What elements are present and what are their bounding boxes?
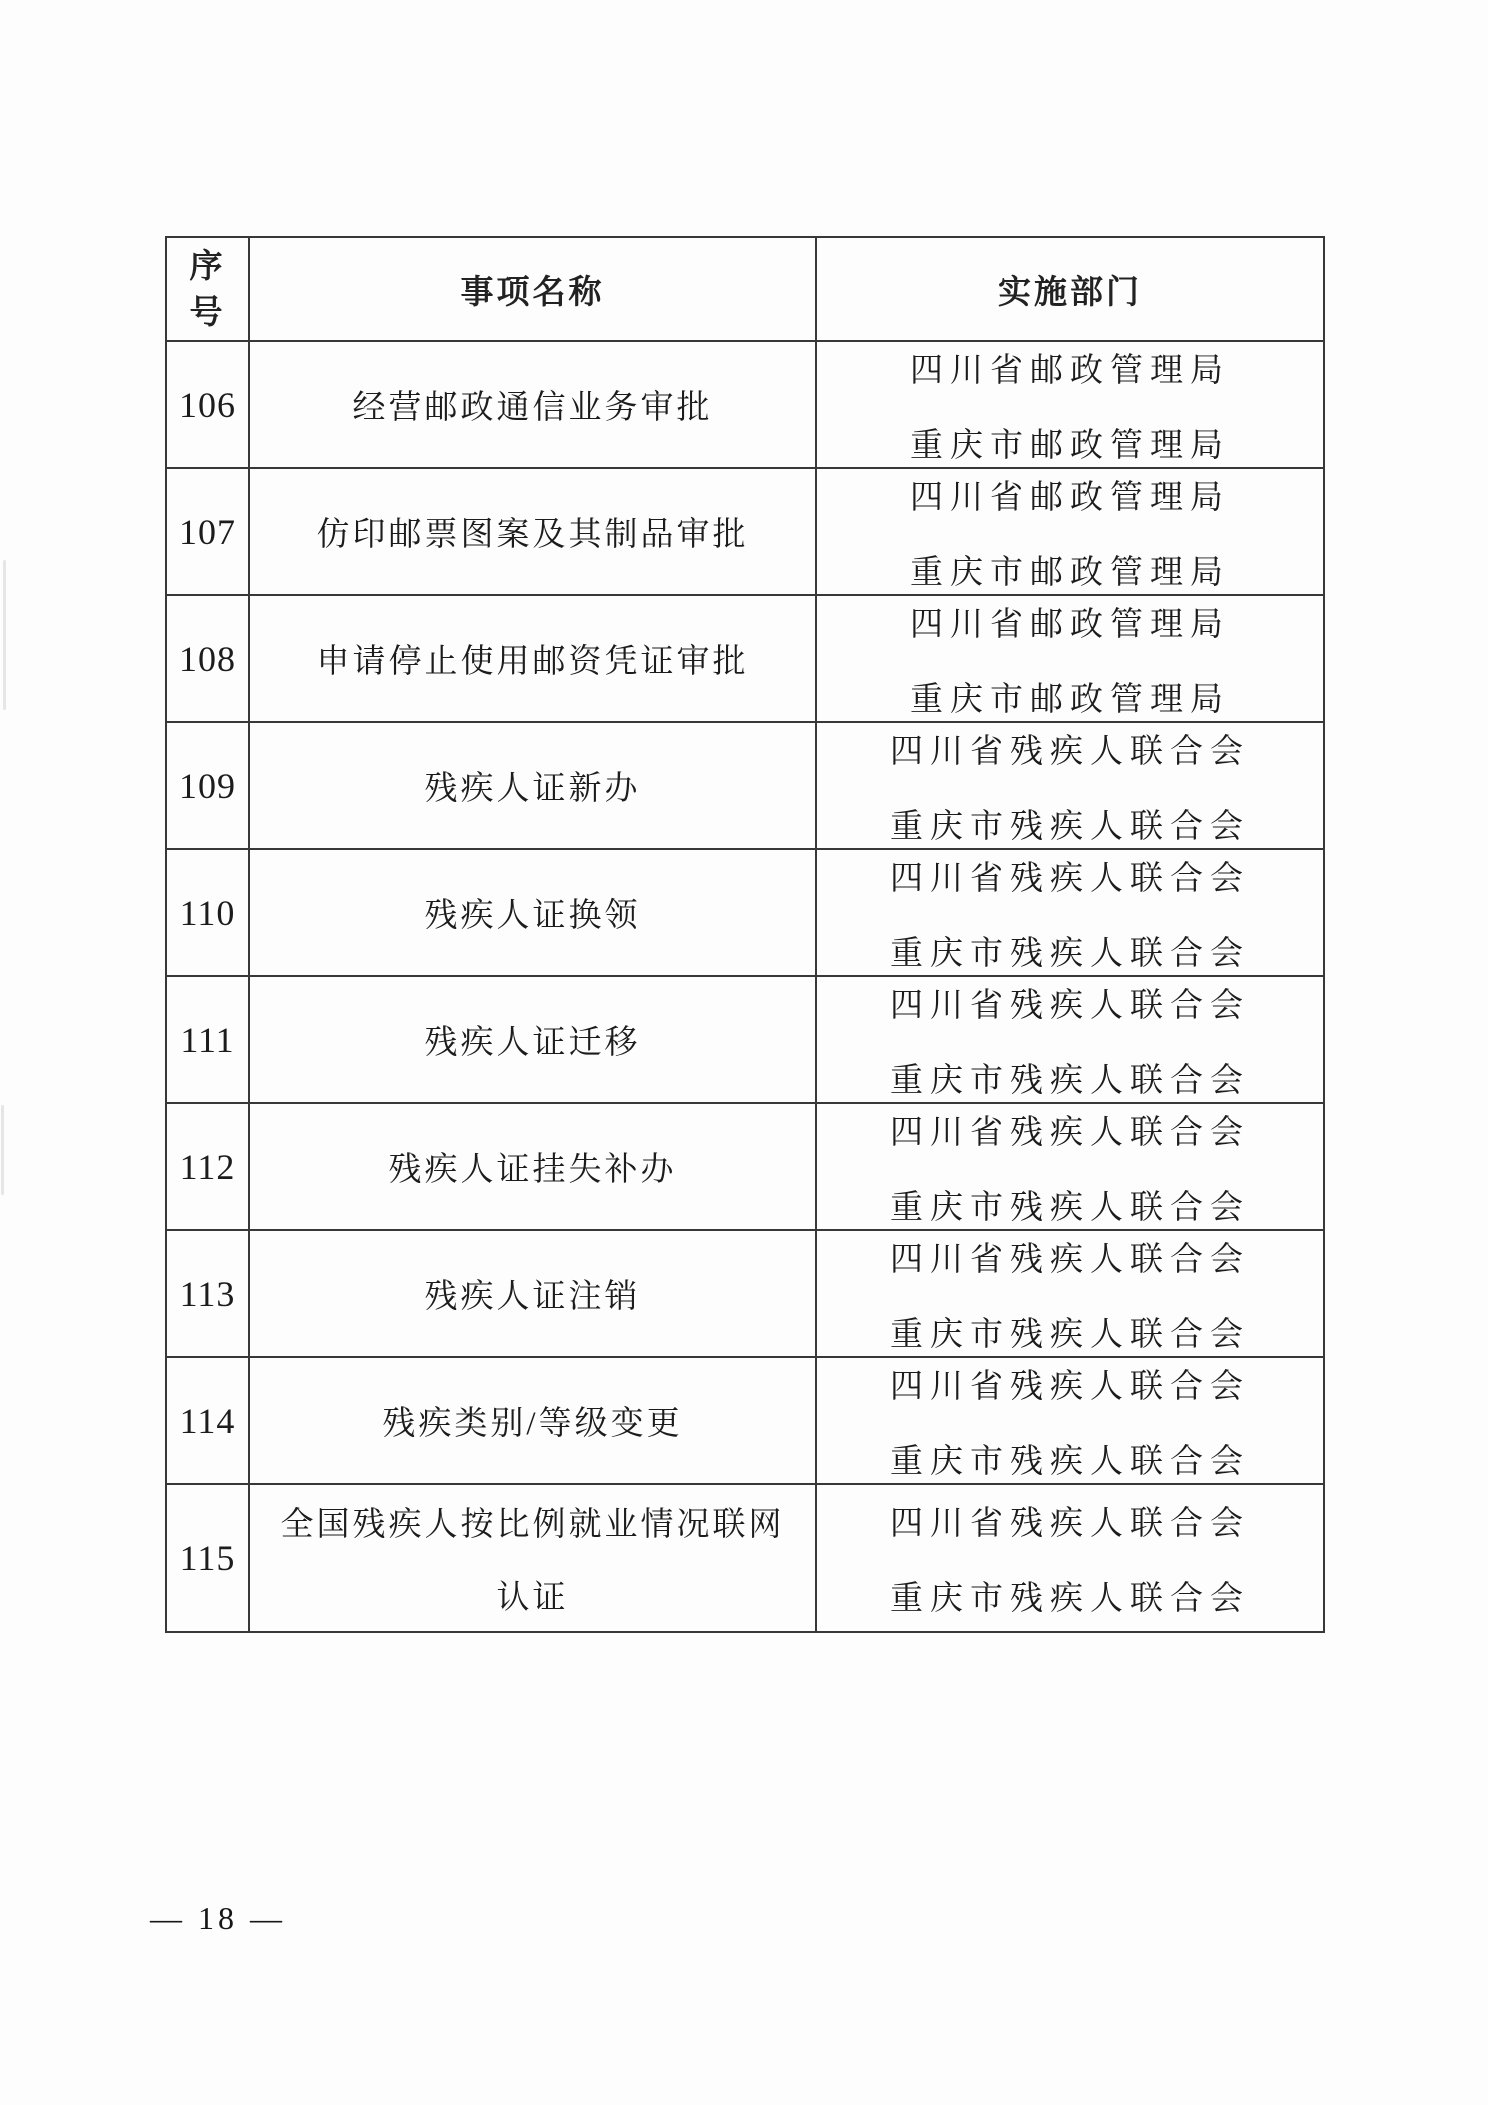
item-name-cell (249, 595, 816, 722)
item-name-cell (249, 1357, 816, 1484)
department-text (817, 852, 1323, 974)
item-name-line: 残疾人证新办 (424, 771, 641, 807)
department-line: 四川省残疾人联合会 (890, 987, 1250, 1024)
department-line: 四川省残疾人联合会 (890, 1368, 1250, 1405)
department-line: 重庆市残疾人联合会 (890, 1316, 1250, 1353)
item-name-text (250, 508, 815, 555)
table-body (166, 341, 1324, 1632)
table-row (166, 1230, 1324, 1357)
header-name-cell: 事项名称 (249, 237, 816, 341)
department-cell (816, 1357, 1324, 1484)
table-row (166, 468, 1324, 595)
department-line: 四川省邮政管理局 (910, 479, 1230, 516)
item-name-cell (249, 468, 816, 595)
table-row (166, 595, 1324, 722)
row-number-cell: 107 (166, 468, 249, 595)
row-number-cell: 106 (166, 341, 249, 468)
item-name-line: 认证 (496, 1580, 569, 1616)
department-line: 四川省残疾人联合会 (890, 860, 1250, 897)
item-name-text (250, 1498, 815, 1618)
item-name-text (250, 1143, 815, 1190)
department-text (817, 1497, 1323, 1619)
department-cell (816, 341, 1324, 468)
items-table (165, 236, 1325, 1633)
table-row (166, 341, 1324, 468)
item-name-line: 残疾人证挂失补办 (388, 1152, 677, 1188)
department-line: 重庆市邮政管理局 (910, 681, 1230, 718)
table-row (166, 849, 1324, 976)
department-cell (816, 849, 1324, 976)
row-number-cell: 112 (166, 1103, 249, 1230)
row-number-cell: 108 (166, 595, 249, 722)
item-name-cell (249, 341, 816, 468)
department-text (817, 471, 1323, 593)
item-name-line: 残疾人证注销 (424, 1279, 641, 1315)
department-cell (816, 595, 1324, 722)
page-number: — 18 — (150, 1900, 286, 1936)
item-name-text (250, 635, 815, 682)
department-line: 重庆市残疾人联合会 (890, 1189, 1250, 1226)
row-number-cell: 110 (166, 849, 249, 976)
department-line: 四川省残疾人联合会 (890, 1506, 1250, 1542)
item-name-text (250, 1270, 815, 1317)
department-text (817, 1360, 1323, 1482)
department-cell (816, 1484, 1324, 1632)
department-text (817, 725, 1323, 847)
item-name-line: 残疾人证换领 (424, 898, 641, 934)
item-name-line: 残疾人证迁移 (424, 1025, 641, 1061)
department-line: 重庆市邮政管理局 (910, 427, 1230, 464)
department-text (817, 1233, 1323, 1355)
table-header (166, 237, 1324, 341)
table-row (166, 722, 1324, 849)
table-row (166, 1103, 1324, 1230)
item-name-line: 经营邮政通信业务审批 (352, 390, 713, 426)
department-text (817, 344, 1323, 466)
row-number-cell: 111 (166, 976, 249, 1103)
department-text (817, 598, 1323, 720)
item-name-cell (249, 1103, 816, 1230)
item-name-cell (249, 722, 816, 849)
department-line: 四川省邮政管理局 (910, 352, 1230, 389)
department-line: 四川省残疾人联合会 (890, 733, 1250, 770)
department-text (817, 979, 1323, 1101)
scan-artifact (1, 1105, 4, 1195)
department-line: 重庆市邮政管理局 (910, 554, 1230, 591)
header-no-stack (167, 243, 248, 335)
item-name-cell (249, 1230, 816, 1357)
row-number-cell: 109 (166, 722, 249, 849)
department-line: 重庆市残疾人联合会 (890, 1062, 1250, 1099)
item-name-text (250, 381, 815, 428)
item-name-line: 残疾类别/等级变更 (382, 1406, 683, 1442)
department-line: 四川省残疾人联合会 (890, 1114, 1250, 1151)
header-no-line2: 号 (189, 293, 226, 330)
header-row (166, 237, 1324, 341)
item-name-text (250, 1397, 815, 1444)
department-line: 重庆市残疾人联合会 (890, 1443, 1250, 1480)
item-name-cell (249, 849, 816, 976)
department-cell (816, 1103, 1324, 1230)
header-department-cell: 实施部门 (816, 237, 1324, 341)
item-name-text (250, 762, 815, 809)
header-no-cell (166, 237, 249, 341)
header-no-line1: 序 (189, 247, 226, 284)
department-line: 四川省邮政管理局 (910, 606, 1230, 643)
item-name-line: 申请停止使用邮资凭证审批 (316, 644, 749, 680)
row-number-cell: 114 (166, 1357, 249, 1484)
table-row (166, 976, 1324, 1103)
department-line: 四川省残疾人联合会 (890, 1241, 1250, 1278)
item-name-text (250, 889, 815, 936)
item-name-line: 仿印邮票图案及其制品审批 (316, 517, 749, 553)
department-cell (816, 976, 1324, 1103)
table-row (166, 1357, 1324, 1484)
item-name-line: 全国残疾人按比例就业情况联网 (280, 1507, 785, 1543)
department-cell (816, 1230, 1324, 1357)
department-line: 重庆市残疾人联合会 (890, 808, 1250, 845)
row-number-cell: 113 (166, 1230, 249, 1357)
department-cell (816, 468, 1324, 595)
department-line: 重庆市残疾人联合会 (890, 1581, 1250, 1617)
item-name-text (250, 1016, 815, 1063)
department-line: 重庆市残疾人联合会 (890, 935, 1250, 972)
department-cell (816, 722, 1324, 849)
department-text (817, 1106, 1323, 1228)
scan-artifact (3, 560, 6, 710)
item-name-cell (249, 1484, 816, 1632)
row-number-cell: 115 (166, 1484, 249, 1632)
item-name-cell (249, 976, 816, 1103)
table-row (166, 1484, 1324, 1632)
